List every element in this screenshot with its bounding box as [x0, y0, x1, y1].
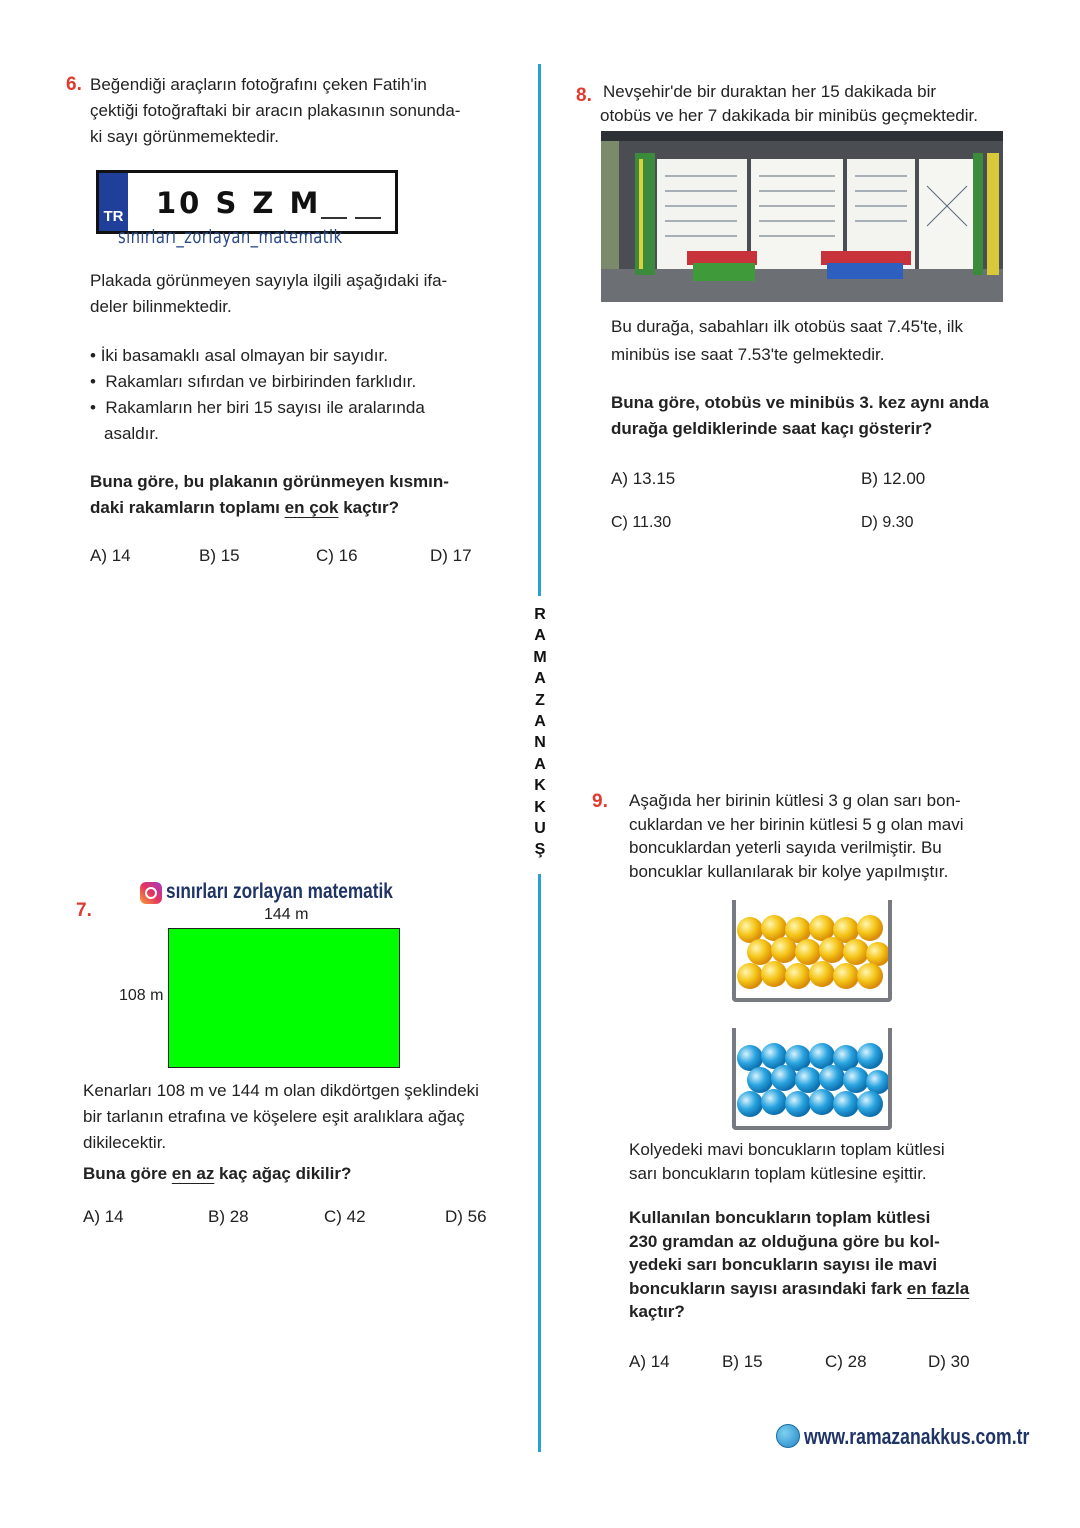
option-a[interactable]: A) 14: [90, 546, 131, 565]
website-link[interactable]: www.ramazanakkus.com.tr: [804, 1424, 1030, 1449]
width-label: 144 m: [264, 906, 309, 923]
bullet-item: • Rakamların her biri 15 sayısı ile aralarında: [90, 398, 425, 417]
info-text: Kolyedeki mavi boncukların toplam kütlesi sarı boncukların toplam kütlesine eşittir.: [629, 1140, 945, 1183]
option-d[interactable]: D) 17: [430, 546, 472, 565]
intro-text: Plakada görünmeyen sayıyla ilgili aşağıdaki ifa- deler bilinmektedir.: [90, 271, 448, 316]
question-number: 9.: [592, 791, 608, 812]
plate-blank-digit: [321, 217, 347, 219]
question-stem: Beğendiği araçların fotoğrafını çeken Fatih'in çektiği fotoğraftaki bir aracın plakasının sonunda- ki sayı görünmemektedir.: [90, 75, 461, 146]
yellow-bead-jar: [732, 900, 892, 1002]
question-stem: Aşağıda her birinin kütlesi 3 g olan sarı bon- cuklardan ve her birinin kütlesi 5 g olan mavi boncuklardan yeterli sayıda verilmiştir. Bu boncuklar kullanılarak bir kolye yapılmıştır.: [629, 791, 964, 881]
bus-stop-photo: [601, 131, 1003, 302]
question-number: 6.: [66, 74, 82, 95]
question-text: Buna göre en az kaç ağaç dikilir?: [83, 1164, 352, 1183]
option-c[interactable]: C) 11.30: [611, 514, 672, 531]
column-divider-top: [538, 64, 541, 596]
option-a[interactable]: A) 13.15: [611, 469, 676, 488]
instagram-icon: [140, 882, 162, 904]
bus-stop-illustration: [601, 131, 1003, 302]
bullet-item: • Rakamları sıfırdan ve birbirinden farklıdır.: [90, 372, 417, 391]
yellow-beads: [736, 900, 888, 998]
height-label: 108 m: [119, 987, 164, 1004]
option-d[interactable]: D) 30: [928, 1352, 970, 1371]
plate-blank-digit: [355, 217, 381, 219]
question-text: Kullanılan boncukların toplam kütlesi 230 gramdan az olduğuna göre bu kol- yedeki sarı boncukların sayısı ile mavi boncukların sayısı arasındaki fark en fazla kaçtır?: [629, 1208, 970, 1321]
brand-watermark: sınırları zorlayan matematik: [166, 880, 393, 903]
vertical-author-name: R A M A Z A N A K K U Ş: [533, 606, 547, 859]
option-a[interactable]: A) 14: [83, 1207, 124, 1226]
question-stem: Nevşehir'de bir duraktan her 15 dakikada bir otobüs ve her 7 dakikada bir minibüs geçmektedir.: [600, 82, 978, 125]
option-c[interactable]: C) 28: [825, 1352, 867, 1371]
column-divider-bottom: [538, 874, 541, 1452]
plate-text: 10 S Z M: [156, 186, 322, 220]
plate-country-code: TR: [99, 173, 128, 231]
watermark: sınırları_zorlayan_matematik: [118, 226, 343, 248]
option-b[interactable]: B) 12.00: [861, 469, 926, 488]
question-text: Buna göre, bu plakanın görünmeyen kısmın- daki rakamların toplamı en çok kaçtır?: [90, 472, 449, 517]
option-b[interactable]: B) 15: [199, 546, 240, 565]
option-a[interactable]: A) 14: [629, 1352, 670, 1371]
option-d[interactable]: D) 9.30: [861, 514, 914, 531]
blue-beads: [736, 1028, 888, 1126]
question-text: Buna göre, otobüs ve minibüs 3. kez aynı anda durağa geldiklerinde saat kaçı gösterir?: [611, 393, 989, 438]
option-b[interactable]: B) 15: [722, 1352, 763, 1371]
option-d[interactable]: D) 56: [445, 1207, 487, 1226]
option-c[interactable]: C) 16: [316, 546, 358, 565]
info-text: Bu durağa, sabahları ilk otobüs saat 7.45'te, ilk minibüs ise saat 7.53'te gelmektedir.: [611, 317, 963, 364]
question-number: 7.: [76, 900, 92, 921]
bullet-list: • İki basamaklı asal olmayan bir sayıdır. • Rakamları sıfırdan ve birbirinden farklıdır. • Rakamların her biri 15 sayısı ile aralarında asaldır.: [90, 343, 490, 447]
question-number: 8.: [576, 85, 592, 106]
license-plate: [96, 170, 398, 234]
option-c[interactable]: C) 42: [324, 1207, 366, 1226]
blue-bead-jar: [732, 1028, 892, 1130]
rectangular-field: [168, 928, 400, 1068]
bullet-item: • İki basamaklı asal olmayan bir sayıdır.: [90, 346, 388, 365]
globe-icon: [776, 1424, 800, 1448]
option-b[interactable]: B) 28: [208, 1207, 249, 1226]
question-stem: Kenarları 108 m ve 144 m olan dikdörtgen şeklindeki bir tarlanın etrafına ve köşelere eşit aralıklara ağaç dikilecektir.: [83, 1081, 479, 1152]
